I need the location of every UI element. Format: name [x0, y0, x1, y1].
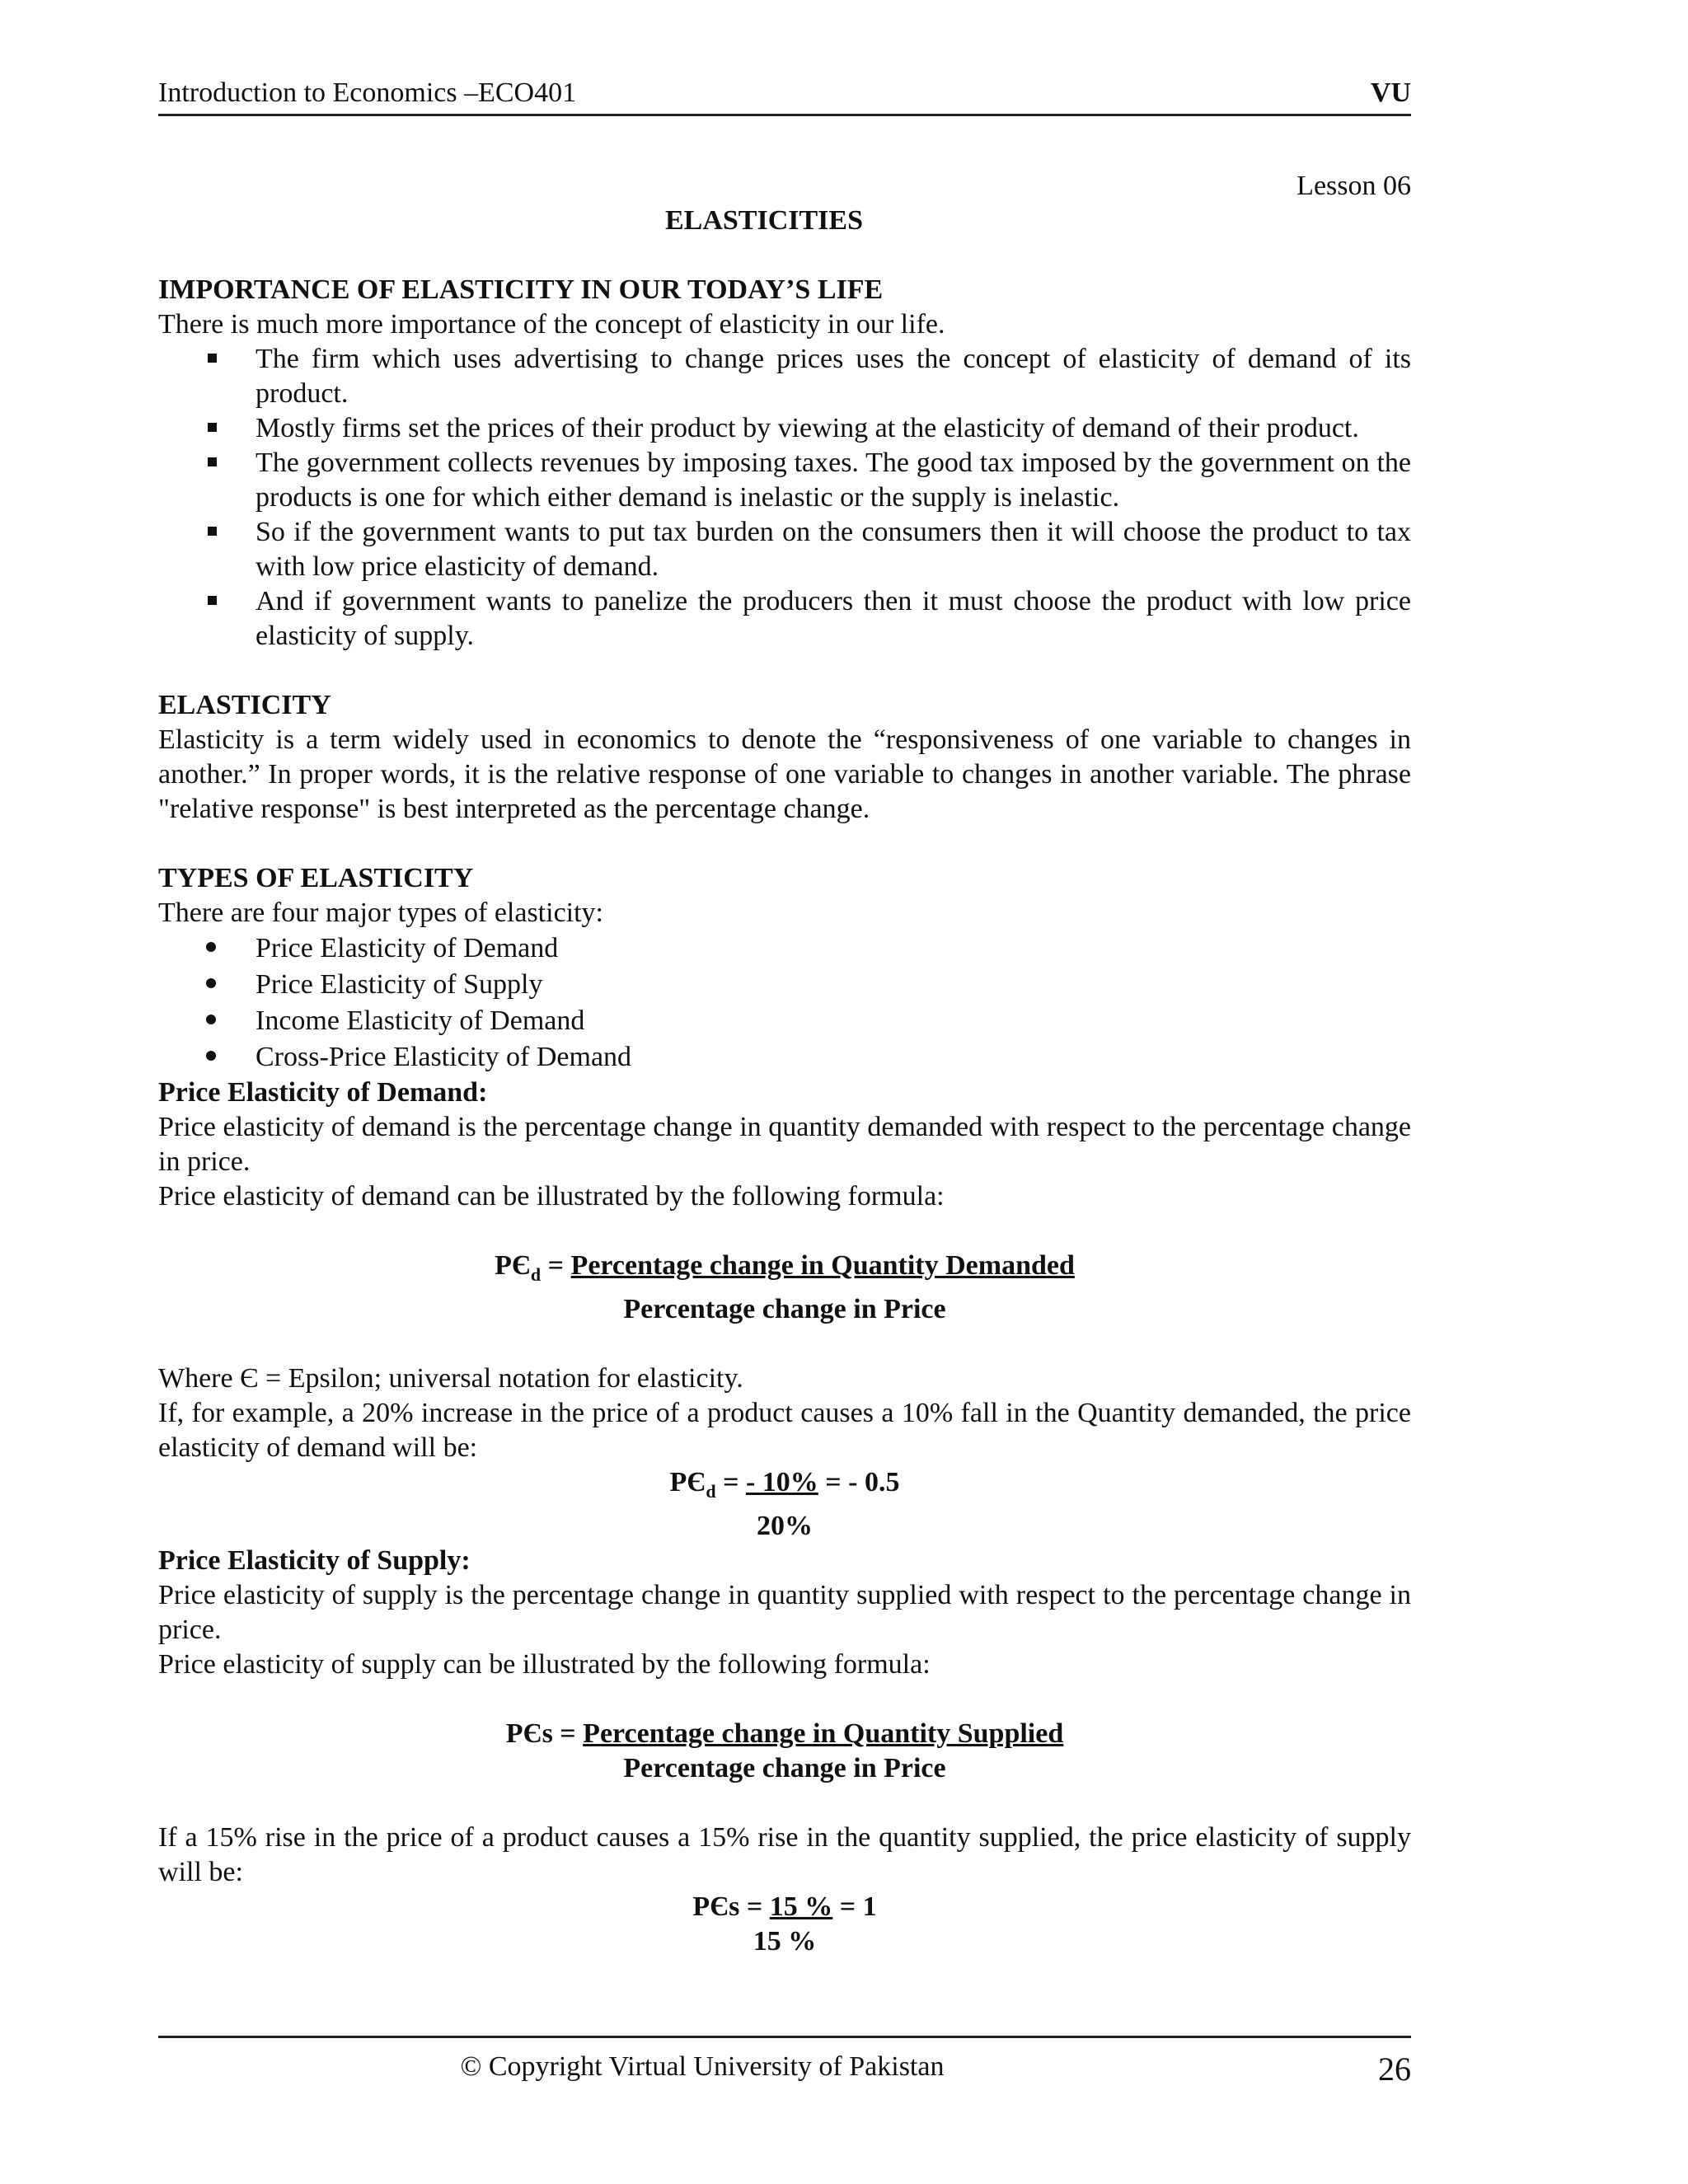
importance-list [158, 342, 1411, 654]
square-bullet-icon [208, 457, 217, 466]
square-bullet-icon [208, 423, 217, 432]
list-item: So if the government wants to put tax burden on the consumers then it will choose the product to tax with low price elasticity of demand. [158, 515, 1411, 584]
types-heading: TYPES OF ELASTICITY [158, 863, 474, 893]
list-item: The government collects revenues by imposing taxes. The good tax imposed by the government on the products is one for which either demand is inelastic or the supply is inelastic. [158, 446, 1411, 515]
types-intro: There are four major types of elasticity: [158, 898, 603, 928]
pes-example: If a 15% rise in the price of a product causes a 15% rise in the quantity supplied, the price elasticity of supply will be: [158, 1821, 1411, 1887]
list-item: Mostly firms set the prices of their product by viewing at the elasticity of demand of their product. [158, 411, 1411, 446]
formula-denominator: Percentage change in Price [623, 1752, 946, 1783]
ped-formula-intro: Price elasticity of demand can be illustrated by the following formula: [158, 1181, 945, 1212]
pes-definition: Price elasticity of supply is the percentage change in quantity supplied with respect to the percentage change in price. [158, 1579, 1411, 1645]
epsilon-note: Where Є = Epsilon; universal notation for elasticity. [158, 1362, 743, 1394]
page-number: 26 [1378, 2050, 1411, 2088]
ped-heading: Price Elasticity of Demand: [158, 1077, 488, 1108]
list-item: Cross-Price Elasticity of Demand [158, 1039, 1411, 1076]
copyright-notice: © Copyright Virtual University of Pakistan [460, 2051, 945, 2082]
elasticity-heading: ELASTICITY [158, 690, 331, 720]
round-bullet-icon [206, 978, 216, 988]
ped-definition: Price elasticity of demand is the percentage change in quantity demanded with respect to the percentage change in price. [158, 1112, 1411, 1177]
pes-heading: Price Elasticity of Supply: [158, 1544, 471, 1576]
page-footer [158, 2036, 1411, 2088]
ped-example-denominator: 20% [757, 1510, 813, 1541]
square-bullet-icon [208, 354, 217, 363]
pes-formula: PЄs = Percentage change in Quantity Supplied [505, 1718, 1064, 1749]
importance-intro: There is much more importance of the concept of elasticity in our life. [158, 309, 945, 340]
ped-formula: $PЄ_d$ = Percentage change in Quantity Demanded [495, 1250, 1075, 1285]
square-bullet-icon [208, 527, 217, 536]
page-header [158, 76, 1411, 116]
ped-example: If, for example, a 20% increase in the price of a product causes a 10% fall in the Quantity demanded, the price elasticity of demand will be: [158, 1397, 1411, 1463]
pes-formula-intro: Price elasticity of supply can be illustrated by the following formula: [158, 1648, 931, 1680]
formula-numerator: Percentage change in Quantity Demanded [570, 1250, 1075, 1281]
page-content [158, 169, 1411, 1959]
pes-example-denominator: 15 % [753, 1925, 817, 1957]
list-item: And if government wants to panelize the producers then it must choose the product with low price elasticity of supply. [158, 584, 1411, 654]
list-item: Income Elasticity of Demand [158, 1003, 1411, 1039]
importance-heading: IMPORTANCE OF ELASTICITY IN OUR TODAY’S LIFE [158, 274, 884, 305]
list-item: The firm which uses advertising to change prices uses the concept of elasticity of demand of its product. [158, 342, 1411, 411]
university-code: VU [1370, 77, 1411, 108]
round-bullet-icon [206, 1051, 216, 1061]
lesson-number: Lesson 06 [1296, 171, 1411, 201]
round-bullet-icon [206, 942, 216, 952]
round-bullet-icon [206, 1015, 216, 1024]
elasticity-definition: Elasticity is a term widely used in economics to denote the “responsiveness of one variable to changes in another.” In proper words, it is the relative response of one variable to changes in another variable. The phrase "relative response" is best interpreted as the percentage change. [158, 724, 1411, 824]
formula-denominator: Percentage change in Price [623, 1293, 946, 1324]
types-list [158, 930, 1411, 1076]
ped-example-calc: $PЄ_d$ = - 10% = - 0.5 [669, 1466, 900, 1502]
page-title: ELASTICITIES [664, 205, 863, 236]
list-item: Price Elasticity of Supply [158, 967, 1411, 1003]
formula-numerator: Percentage change in Quantity Supplied [583, 1718, 1064, 1749]
pes-example-calc: PЄs = 15 % = 1 [692, 1891, 877, 1922]
course-title: Introduction to Economics –ECO401 [158, 77, 577, 108]
square-bullet-icon [208, 596, 217, 605]
list-item: Price Elasticity of Demand [158, 930, 1411, 967]
